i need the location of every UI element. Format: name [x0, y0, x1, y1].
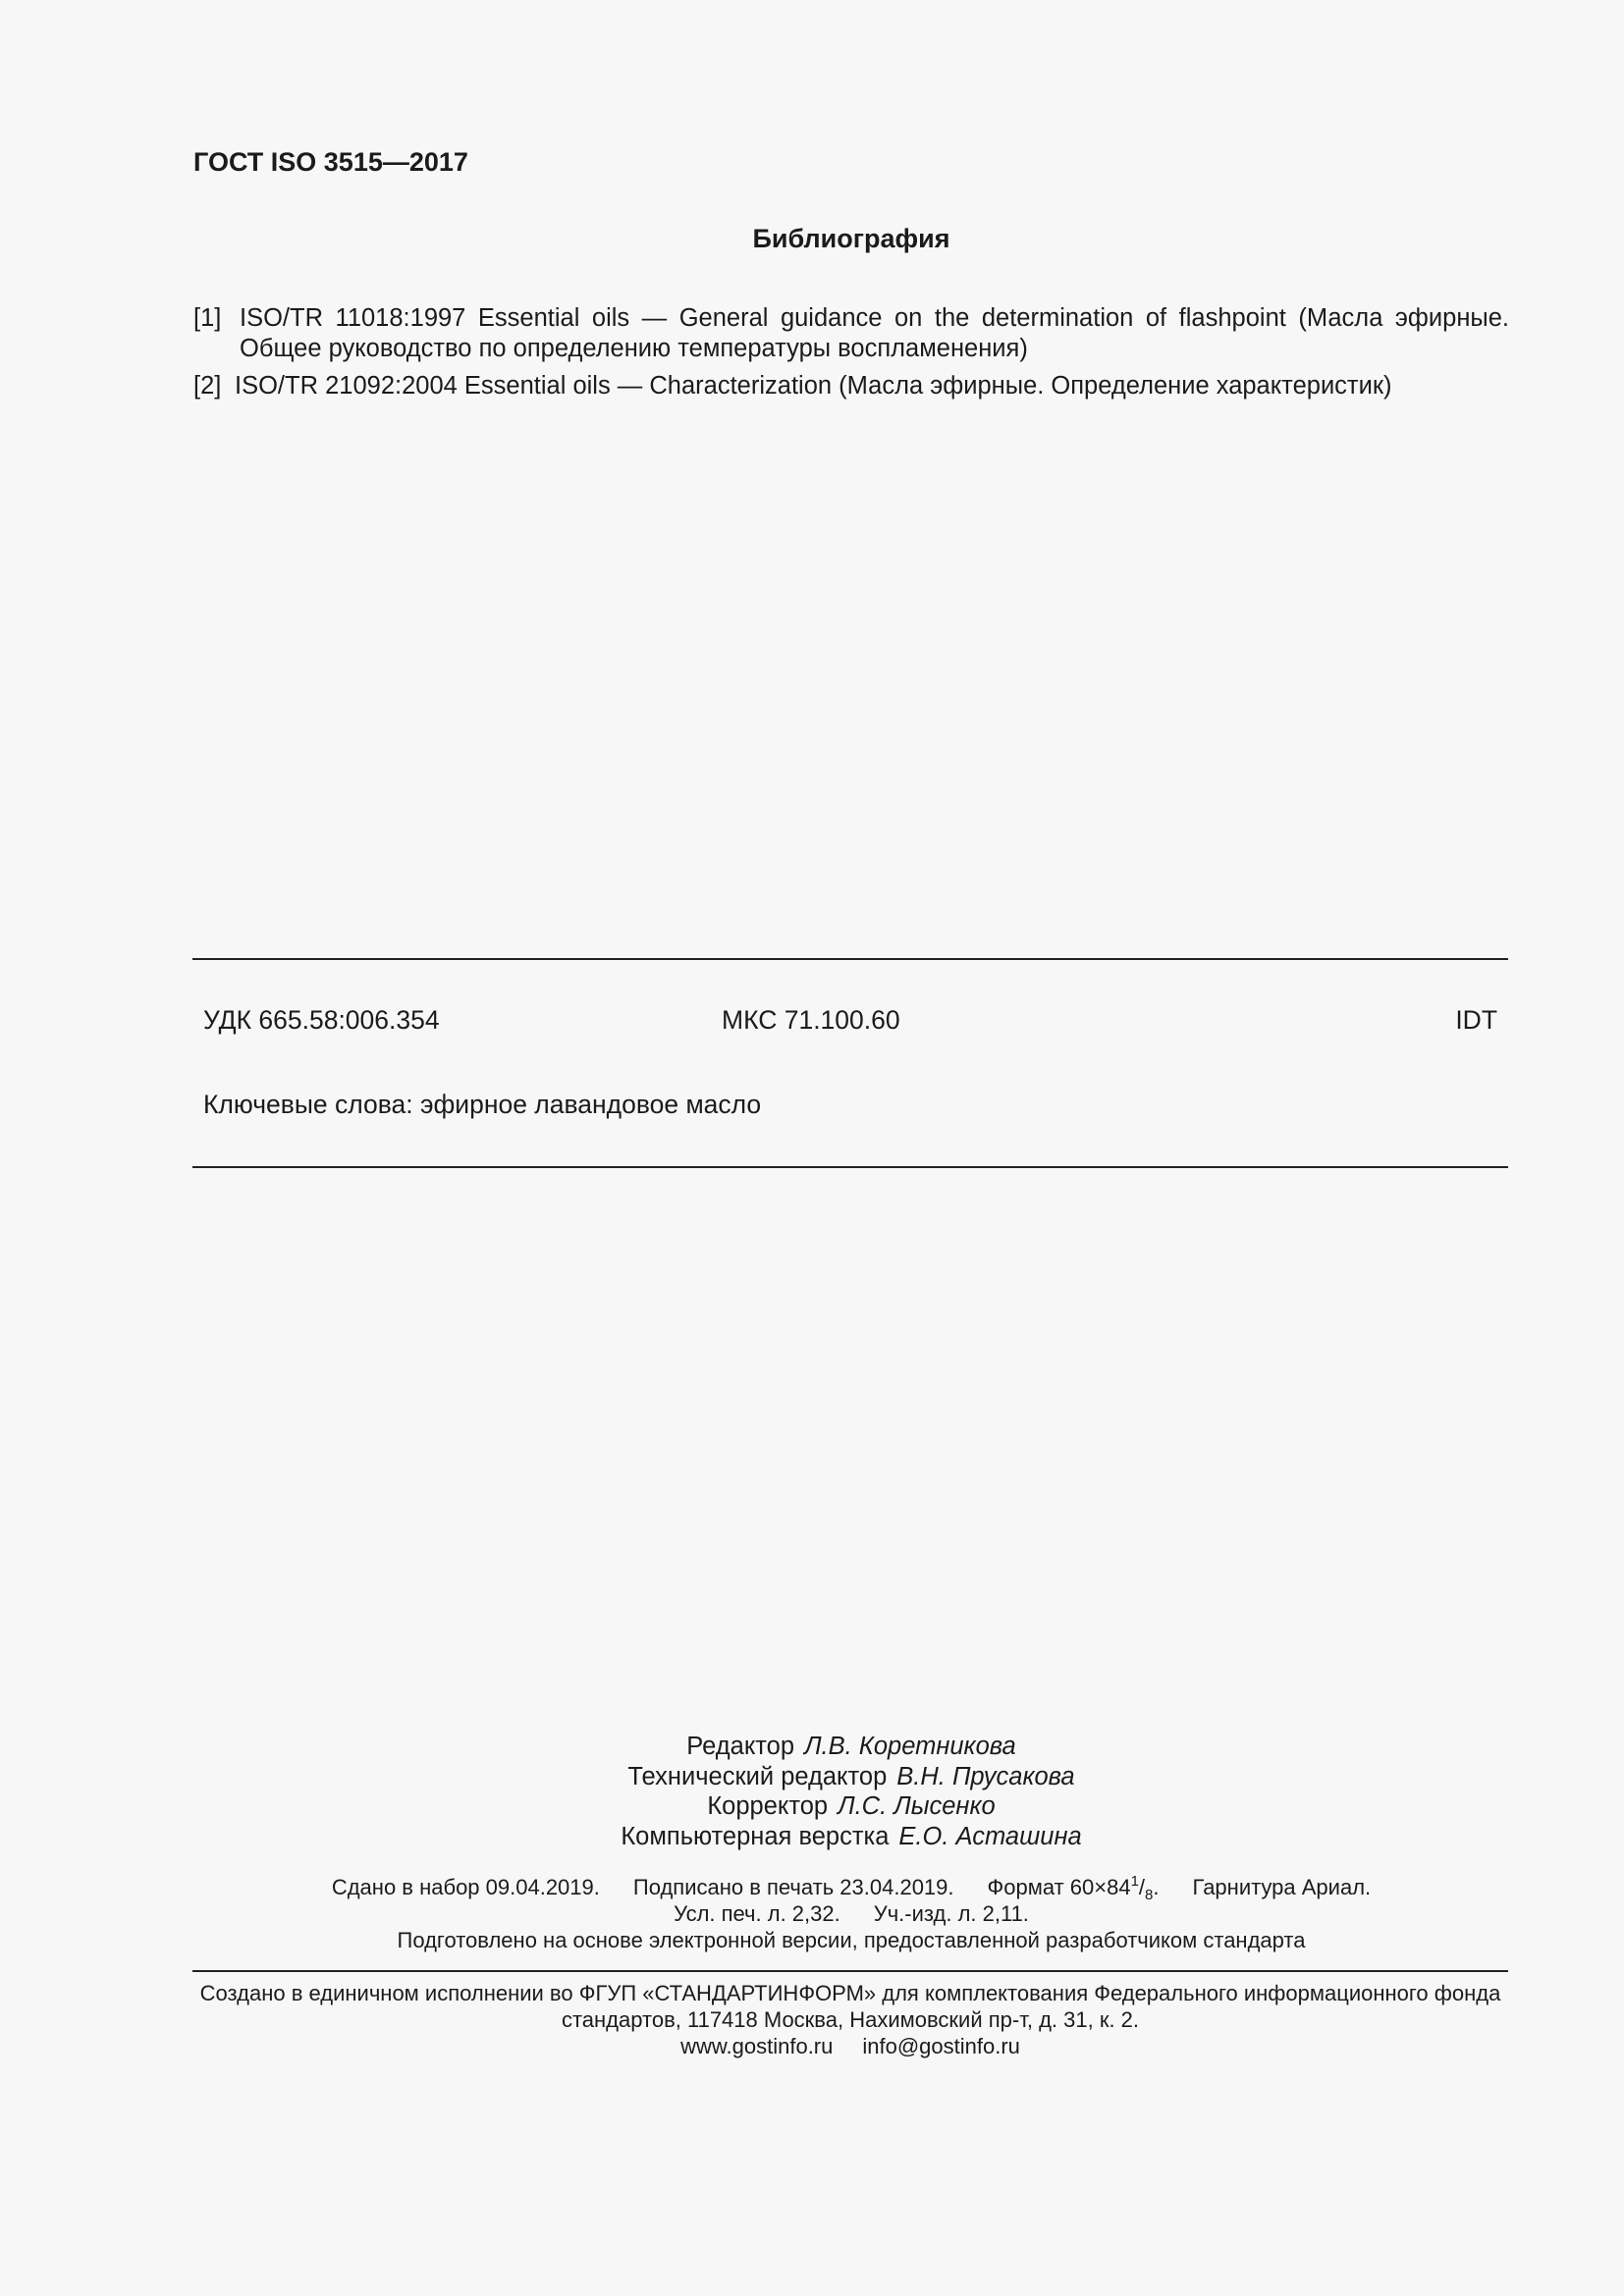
bibliography-ref-2: [193, 371, 1509, 401]
credit-role: Компьютерная верстка: [621, 1822, 890, 1850]
credit-name: Л.С. Лысенко: [838, 1792, 996, 1820]
idt-mark: IDT: [1455, 1005, 1497, 1035]
paper-format: Формат $60\times 84^1/_8$.: [987, 1873, 1160, 1903]
footer-contacts: [192, 2033, 1508, 2059]
credit-name: Е.О. Асташина: [898, 1822, 1082, 1850]
credit-role: Редактор: [686, 1733, 795, 1760]
ref-text: ISO/TR 21092:2004 Essential oils — Characterization (Масла эфирные. Определение характеристик): [235, 372, 1392, 400]
mks-code: МКС 71.100.60: [722, 1005, 900, 1035]
document-code: ГОСТ ISO 3515—2017: [193, 147, 468, 177]
credit-tech-editor: [0, 1762, 1624, 1792]
credit-role: Технический редактор: [627, 1762, 888, 1790]
submitted-date: Сдано в набор 09.04.2019.: [331, 1875, 600, 1899]
footer-block: [192, 1980, 1508, 2059]
email-link[interactable]: info@gostinfo.ru: [862, 2034, 1020, 2058]
ref-text: ISO/TR 11018:1997 Essential oils — General guidance on the determination of flashpoint (Масла эфирные. Общее руководство по определению температуры воспламенения): [240, 304, 1509, 362]
ref-number: [1]: [193, 304, 222, 332]
footer-line-2: стандартов, 117418 Москва, Нахимовский пр-т, д. 31, к. 2.: [561, 2007, 1140, 2032]
credits-block: [0, 1732, 1624, 1851]
website-link[interactable]: www.gostinfo.ru: [680, 2034, 834, 2058]
imprint-prepared: Подготовлено на основе электронной версии, предоставленной разработчиком стандарта: [397, 1928, 1306, 1952]
bibliography-title: Библиография: [752, 224, 950, 253]
credit-layout: [0, 1822, 1624, 1852]
signed-date: Подписано в печать 23.04.2019.: [632, 1875, 954, 1899]
publisher-sheets: Уч.-изд. л. 2,11.: [873, 1901, 1029, 1926]
bibliography-ref-1: [193, 303, 1509, 364]
keywords: Ключевые слова: эфирное лавандовое масло: [203, 1090, 762, 1119]
imprint-block: [0, 1874, 1624, 1953]
credit-proofreader: [0, 1791, 1624, 1822]
print-sheets: Усл. печ. л. 2,32.: [674, 1901, 840, 1926]
typeface: Гарнитура Ариал.: [1192, 1875, 1372, 1899]
imprint-line-1: [0, 1873, 1624, 1903]
credit-role: Корректор: [707, 1792, 829, 1820]
footer-line-1: Создано в единичном исполнении во ФГУП «СТАНДАРТИНФОРМ» для комплектования Федерального информационного фонда: [199, 1981, 1501, 2005]
credit-name: В.Н. Прусакова: [896, 1762, 1075, 1790]
udk-code: УДК 665.58:006.354: [203, 1005, 440, 1035]
credit-editor: [0, 1732, 1624, 1762]
divider-middle: [192, 1166, 1508, 1168]
divider-bottom: [192, 1970, 1508, 1972]
imprint-line-2: [0, 1900, 1624, 1927]
credit-name: Л.В. Коретникова: [804, 1733, 1016, 1760]
divider-top: [192, 958, 1508, 960]
ref-number: [2]: [193, 372, 222, 400]
